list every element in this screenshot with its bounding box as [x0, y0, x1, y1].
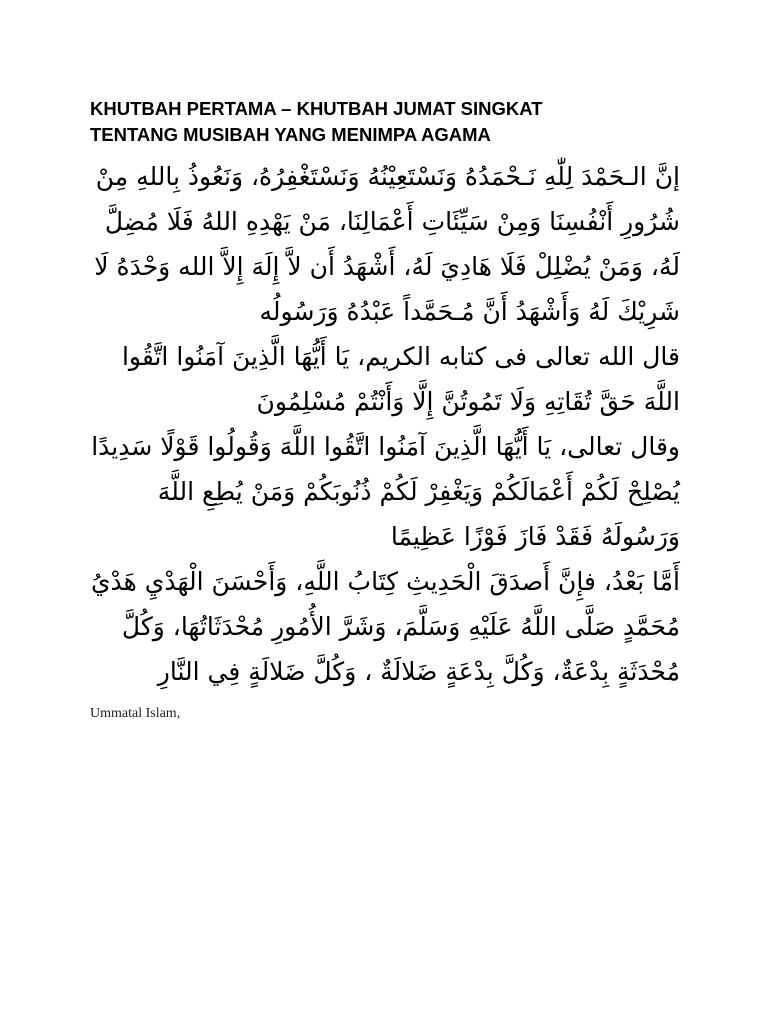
footer-text: Ummatal Islam, [90, 706, 181, 721]
title-line-2: TENTANG MUSIBAH YANG MENIMPA AGAMA [90, 124, 491, 145]
arabic-body [90, 154, 680, 694]
paragraph-al-ahzab-70: وقال تعالى، يَا أَيُّهَا الَّذِينَ آمَنُوا اتَّقُوا اللَّهَ وَقُولُوا قَوْلًا سَدِيدًا [91, 432, 680, 461]
paragraph-opening: إنَّ الـحَمْدَ لِلّٰهِ نَـحْمَدُهُ وَنَسْتَعِيْنُهُ وَنَسْتَغْفِرُهُ، وَنَعُوذُ بِاللهِ مِنْ شُرُورِ أَنْفُسِنَا وَمِنْ سَيِّئَاتِ أَعْمَالِنَا، مَنْ يَهْدِهِ اللهُ فَلَا مُضِلَّ لَهُ، وَمَنْ يُضْلِلْ فَلَا هَادِيَ لَهُ، أَشْهَدُ أَن لاَّ إِلَهَ إِلاَّ الله وَحْدَهُ لَا شَرِيْكَ لَهُ وَأَشْهَدُ أَنَّ مُـحَمَّداً عَبْدُهُ وَرَسُولُه [94, 162, 680, 326]
document-title [90, 96, 680, 148]
paragraph-ali-imran: قال الله تعالى فى كتابه الكريم، يَا أَيُّهَا الَّذِينَ آمَنُوا اتَّقُوا اللَّهَ حَقَّ تُقَاتِهِ وَلَا تَمُوتُنَّ إِلَّا وَأَنْتُمْ مُسْلِمُونَ [121, 342, 680, 416]
paragraph-amma-badu: أَمَّا بَعْدُ، فإِنَّ أَصدَقَ الْحَدِيثِ كِتَابُ اللَّهِ، وَأَحْسَنَ الْهَدْيِ هَدْيُ مُحَمَّدٍ صَلَّى اللَّهُ عَلَيْهِ وَسَلَّمَ، وَشَرَّ الأُمُورِ مُحْدَثَاتُهَا، وَكُلَّ مُحْدَثَةٍ بِدْعَةٌ، وَكُلَّ بِدْعَةٍ ضَلالَةٌ ، وَكُلَّ ضَلالَةٍ فِي النَّارِ [90, 567, 680, 686]
document-page [90, 96, 680, 722]
paragraph-al-ahzab-71: يُصْلِحْ لَكُمْ أَعْمَالَكُمْ وَيَغْفِرْ لَكُمْ ذُنُوبَكُمْ وَمَنْ يُطِعِ اللَّهَ وَرَسُولَهُ فَقَدْ فَازَ فَوْزًا عَظِيمًا [157, 477, 680, 551]
title-line-1: KHUTBAH PERTAMA – KHUTBAH JUMAT SINGKAT [90, 98, 543, 119]
